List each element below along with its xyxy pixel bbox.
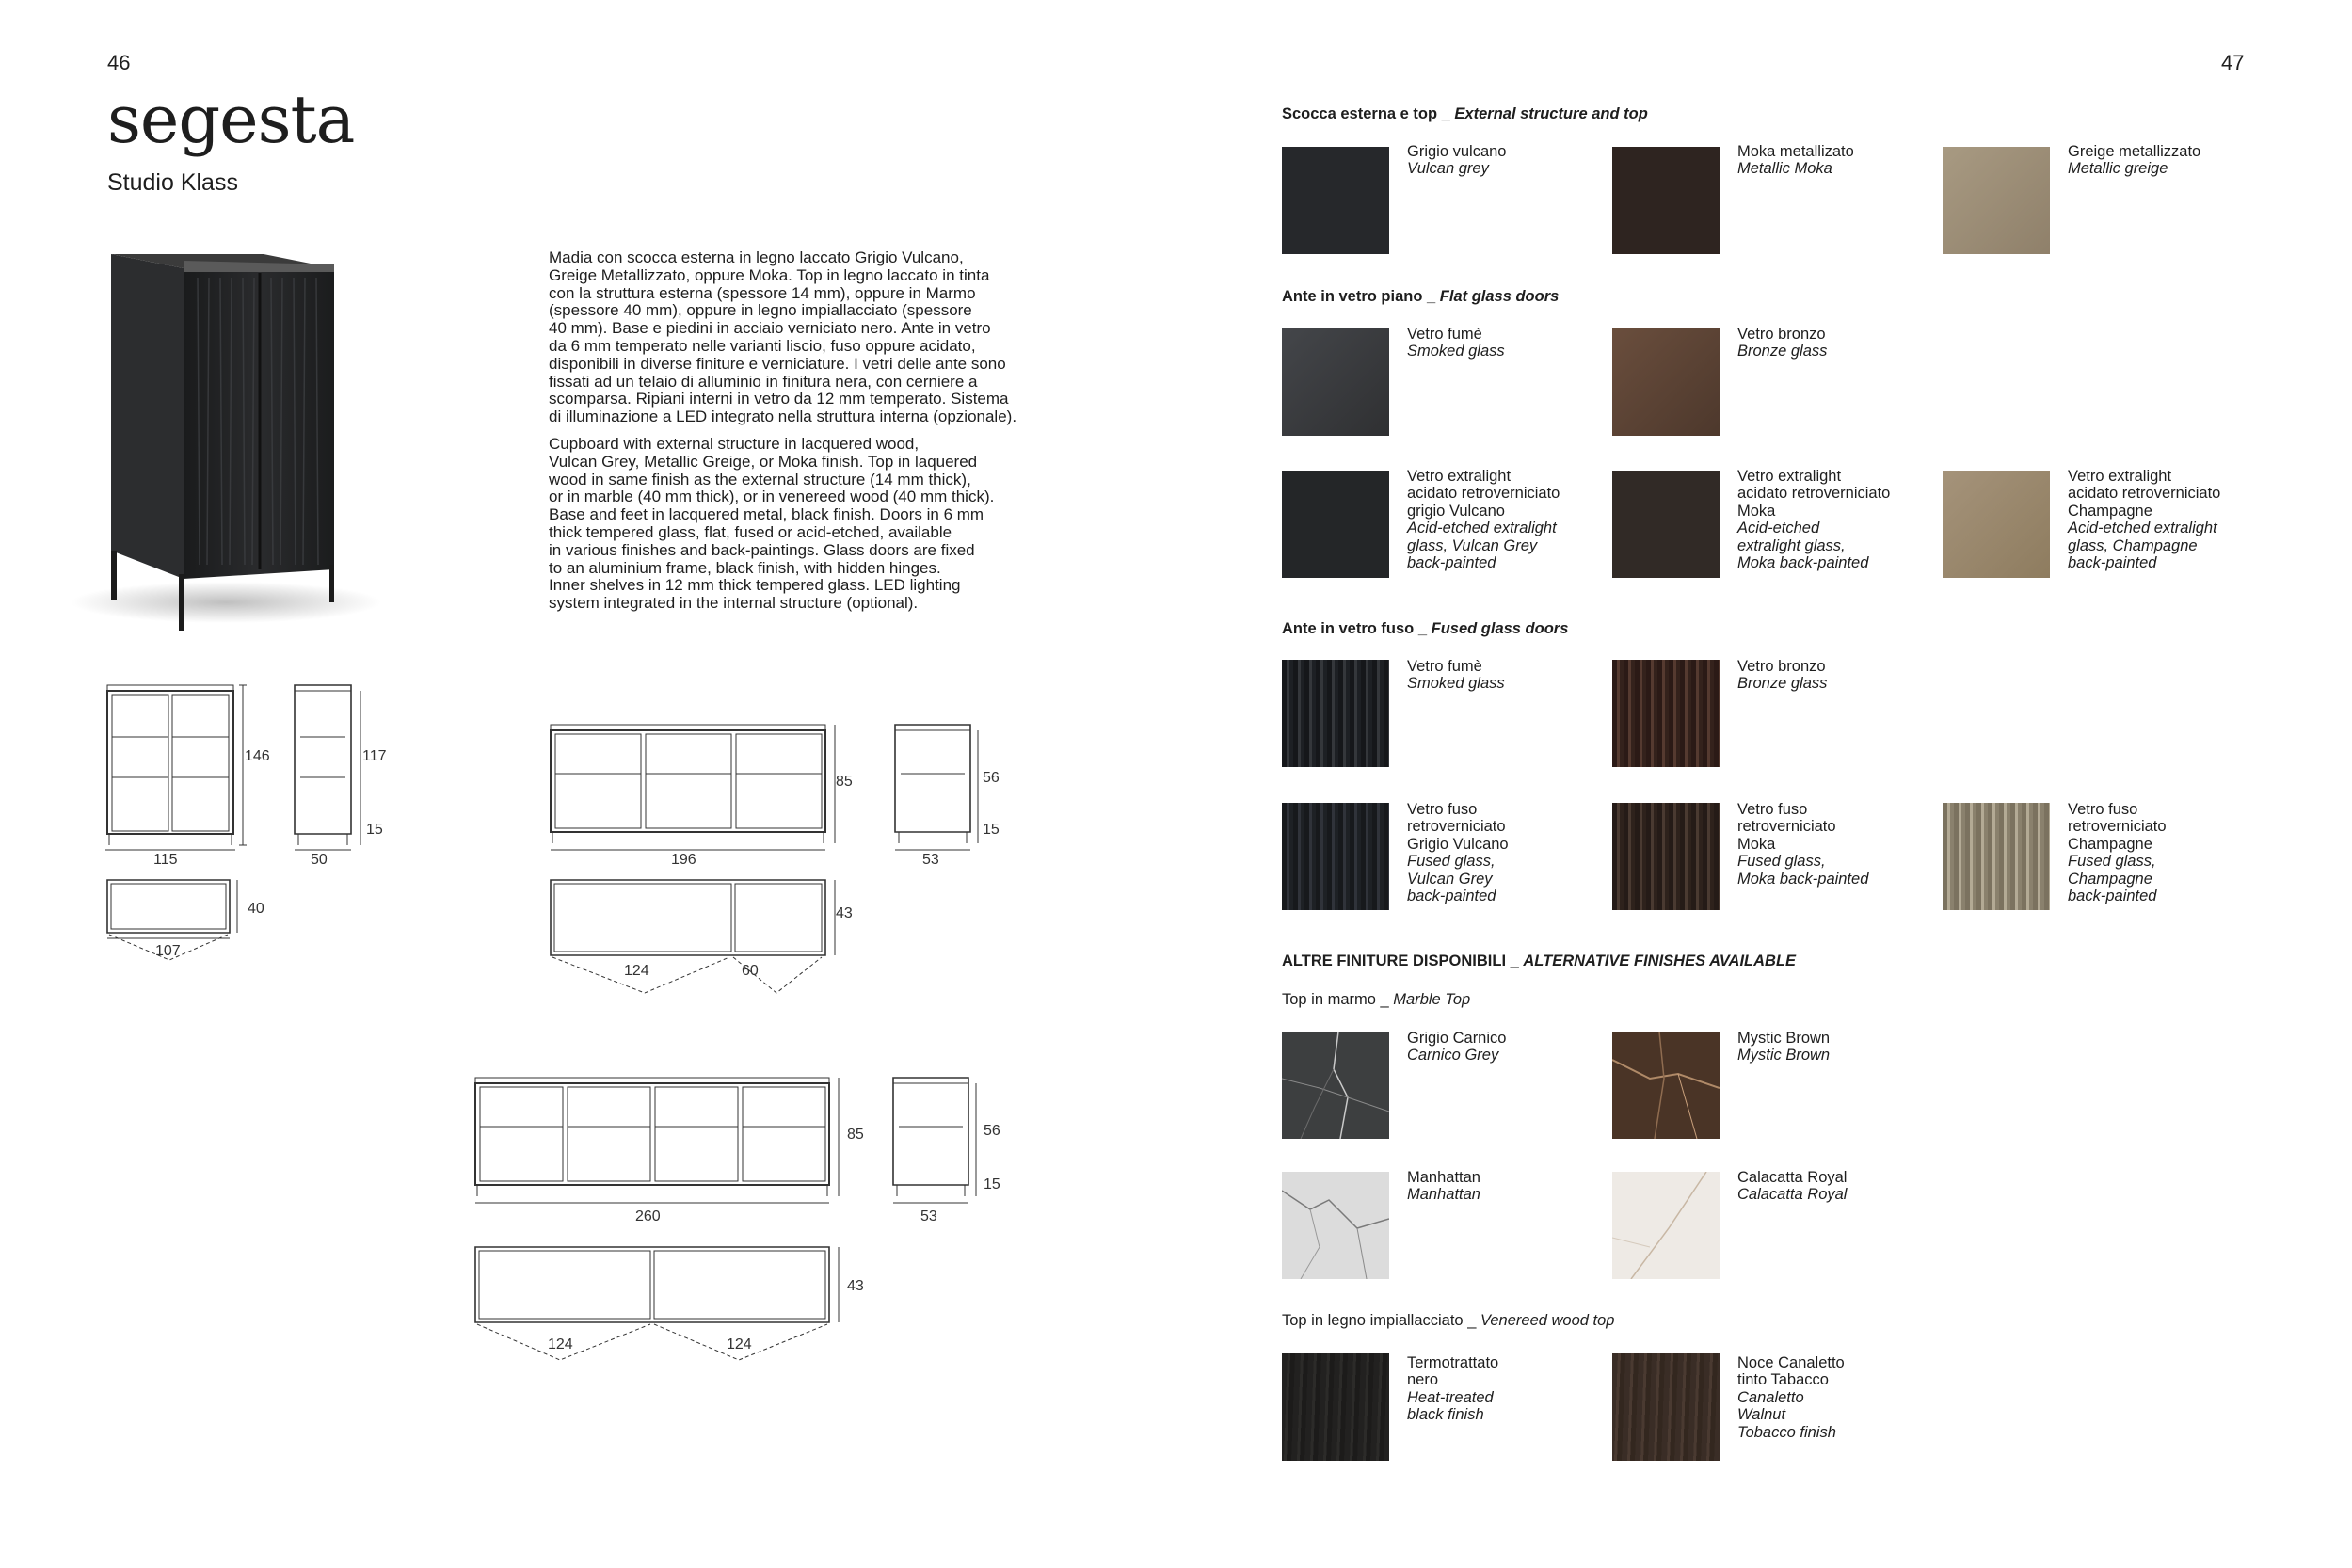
swatch-smoked-glass [1282, 328, 1389, 436]
swatch-acid-vulcan [1282, 471, 1389, 578]
dim-mid-side-height: 56 [983, 770, 1000, 786]
dim-mid-feet: 15 [983, 822, 1000, 838]
drawing-long-top [466, 1238, 861, 1369]
section-en: External structure and top [1454, 105, 1648, 122]
swatch-label: Manhattan Manhattan [1407, 1169, 1480, 1204]
section-en: Fused glass doors [1431, 620, 1569, 637]
swatch-label: Mystic Brown Mystic Brown [1737, 1030, 1831, 1064]
section-external-structure [1282, 105, 1648, 123]
section-marble-top [1282, 991, 1470, 1009]
desc-it-line: 40 mm). Base e piedini in acciaio verniciato nero. Ante in vetro [549, 319, 991, 338]
swatch-label: Vetro bronzo Bronze glass [1737, 658, 1828, 693]
swatch-label: Grigio vulcano Vulcan grey [1407, 143, 1507, 178]
swatch-fused-vulcan [1282, 803, 1389, 910]
dim-tall-top-depth: 40 [248, 901, 264, 917]
swatch-mystic-brown [1612, 1032, 1720, 1139]
dim-tall-top-width: 107 [155, 943, 181, 959]
desc-it-line: Greige Metallizzato, oppure Moka. Top in legno laccato in tinta [549, 265, 990, 284]
drawing-tall-side [287, 678, 391, 875]
section-it: Top in legno impiallacciato _ [1282, 1312, 1480, 1329]
swatch-label: Grigio Carnico Carnico Grey [1407, 1030, 1507, 1064]
swatch-label: Vetro extralight acidato retroverniciato Champagne Acid-etched extralight glass, Champagne back-painted [2068, 468, 2221, 572]
dim-long-top-w1: 124 [548, 1336, 573, 1352]
desc-en-line: in various finishes and back-paintings. Glass doors are fixed [549, 540, 975, 559]
swatch-calacatta-royal [1612, 1172, 1720, 1279]
swatch-metallic-moka [1612, 147, 1720, 254]
desc-it-line: Madia con scocca esterna in legno laccato Grigio Vulcano, [549, 248, 964, 266]
description-english [549, 436, 1104, 613]
swatch-label: Greige metallizzato Metallic greige [2068, 143, 2201, 178]
desc-en-line: Base and feet in lacquered metal, black finish. Doors in 6 mm [549, 505, 984, 524]
dim-mid-height: 85 [836, 774, 853, 790]
swatch-heat-treated-black [1282, 1353, 1389, 1461]
dim-mid-top-w2: 60 [742, 963, 759, 979]
swatch-label: Vetro fuso retroverniciato Moka Fused glass, Moka back-painted [1737, 801, 1869, 888]
swatch-label: Vetro fuso retroverniciato Grigio Vulcano Fused glass, Vulcan Grey back-painted [1407, 801, 1509, 905]
swatch-fused-smoked [1282, 660, 1389, 767]
swatch-fused-bronze [1612, 660, 1720, 767]
dim-tall-height: 146 [245, 748, 270, 764]
drawing-long-front [466, 1068, 861, 1228]
section-it: Top in marmo _ [1282, 991, 1394, 1008]
desc-it-line: di illuminazione a LED integrato nella struttura interna (opzionale). [549, 408, 1017, 426]
swatch-fused-champagne [1943, 803, 2050, 910]
drawing-tall-front [94, 678, 292, 875]
desc-it-line: disponibili in diverse finiture e verniciature. I vetri delle ante sono [549, 354, 1006, 373]
swatch-vulcan-grey [1282, 147, 1389, 254]
desc-en-line: or in marble (40 mm thick), or in venereed wood (40 mm thick). [549, 488, 995, 506]
desc-it-line: con la struttura esterna (spessore 14 mm), oppure in Marmo [549, 283, 976, 302]
section-flat-glass [1282, 288, 1559, 306]
section-veneered-top [1282, 1312, 1614, 1330]
dim-long-feet: 15 [984, 1176, 1000, 1192]
dim-long-depth: 53 [920, 1208, 937, 1224]
desc-en-line: wood in same finish as the external structure (14 mm thick), [549, 470, 971, 488]
swatch-label: Vetro bronzo Bronze glass [1737, 326, 1828, 360]
section-fused-glass [1282, 620, 1568, 638]
dim-tall-width: 115 [153, 852, 178, 868]
dim-mid-width: 196 [671, 852, 696, 868]
swatch-acid-champagne [1943, 471, 2050, 578]
dim-tall-side-height: 117 [362, 748, 387, 764]
page-number-left: 46 [107, 51, 131, 74]
product-image [66, 240, 395, 635]
section-en: Marble Top [1393, 991, 1471, 1008]
desc-en-line: to an aluminium frame, black finish, with hidden hinges. [549, 558, 941, 577]
dim-long-top-w2: 124 [727, 1336, 752, 1352]
desc-en-line: thick tempered glass, flat, fused or acid-etched, available [549, 522, 952, 541]
swatch-label: Vetro extralight acidato retroverniciato grigio Vulcano Acid-etched extralight glass, Vulcan Grey back-painted [1407, 468, 1560, 572]
drawing-mid-side [889, 715, 993, 875]
dim-mid-top-depth: 43 [836, 905, 853, 921]
section-en: ALTERNATIVE FINISHES AVAILABLE [1523, 952, 1797, 969]
desc-en-line: Inner shelves in 12 mm thick tempered glass. LED lighting [549, 576, 961, 595]
drawing-mid-top [541, 871, 842, 1002]
swatch-label: Calacatta Royal Calacatta Royal [1737, 1169, 1848, 1204]
section-en: Flat glass doors [1439, 288, 1560, 305]
dim-long-height: 85 [847, 1127, 864, 1143]
desc-en-line: Vulcan Grey, Metallic Greige, or Moka finish. Top in laquered [549, 452, 978, 471]
dim-tall-feet: 15 [366, 822, 383, 838]
page-number-right: 47 [2221, 51, 2245, 74]
desc-it-line: da 6 mm temperato nelle varianti liscio, fuso oppure acidato, [549, 336, 976, 355]
swatch-manhattan [1282, 1172, 1389, 1279]
desc-en-line: system integrated in the internal structure (optional). [549, 594, 919, 613]
section-it: Ante in vetro fuso _ [1282, 620, 1432, 637]
dim-long-width: 260 [635, 1208, 661, 1224]
section-it: Scocca esterna e top _ [1282, 105, 1455, 122]
designer-name: Studio Klass [107, 169, 238, 196]
swatch-label: Moka metallizato Metallic Moka [1737, 143, 1854, 178]
description-italian [549, 249, 1104, 426]
swatch-bronze-glass [1612, 328, 1720, 436]
swatch-label: Termotrattato nero Heat-treated black finish [1407, 1354, 1499, 1424]
section-it: ALTRE FINITURE DISPONIBILI _ [1282, 952, 1524, 969]
swatch-acid-moka [1612, 471, 1720, 578]
swatch-label: Vetro fuso retroverniciato Champagne Fused glass, Champagne back-painted [2068, 801, 2167, 905]
swatch-carnico-grey [1282, 1032, 1389, 1139]
drawing-long-side [888, 1068, 991, 1228]
dim-mid-depth: 53 [922, 852, 939, 868]
desc-it-line: (spessore 40 mm), oppure in legno impiallacciato (spessore [549, 301, 972, 320]
desc-it-line: fissati ad un telaio di alluminio in finitura nera, con cerniere a [549, 372, 978, 391]
dim-mid-top-w1: 124 [624, 963, 649, 979]
product-title: segesta [107, 81, 355, 158]
swatch-metallic-greige [1943, 147, 2050, 254]
section-en: Venereed wood top [1480, 1312, 1615, 1329]
swatch-canaletto-walnut [1612, 1353, 1720, 1461]
desc-it-line: scomparsa. Ripiani interni in vetro da 12 mm temperato. Sistema [549, 390, 1009, 408]
swatch-label: Vetro fumè Smoked glass [1407, 658, 1505, 693]
desc-en-line: Cupboard with external structure in lacquered wood, [549, 435, 920, 453]
swatch-label: Vetro extralight acidato retroverniciato Moka Acid-etched extralight glass, Moka back-painted [1737, 468, 1891, 572]
dim-long-side-height: 56 [984, 1123, 1000, 1139]
dim-long-top-depth: 43 [847, 1278, 864, 1294]
section-alternative-finishes [1282, 952, 1796, 970]
swatch-label: Noce Canaletto tinto Tabacco Canaletto Walnut Tobacco finish [1737, 1354, 1845, 1441]
swatch-label: Vetro fumè Smoked glass [1407, 326, 1505, 360]
swatch-fused-moka [1612, 803, 1720, 910]
section-it: Ante in vetro piano _ [1282, 288, 1440, 305]
dim-tall-depth: 50 [311, 852, 328, 868]
